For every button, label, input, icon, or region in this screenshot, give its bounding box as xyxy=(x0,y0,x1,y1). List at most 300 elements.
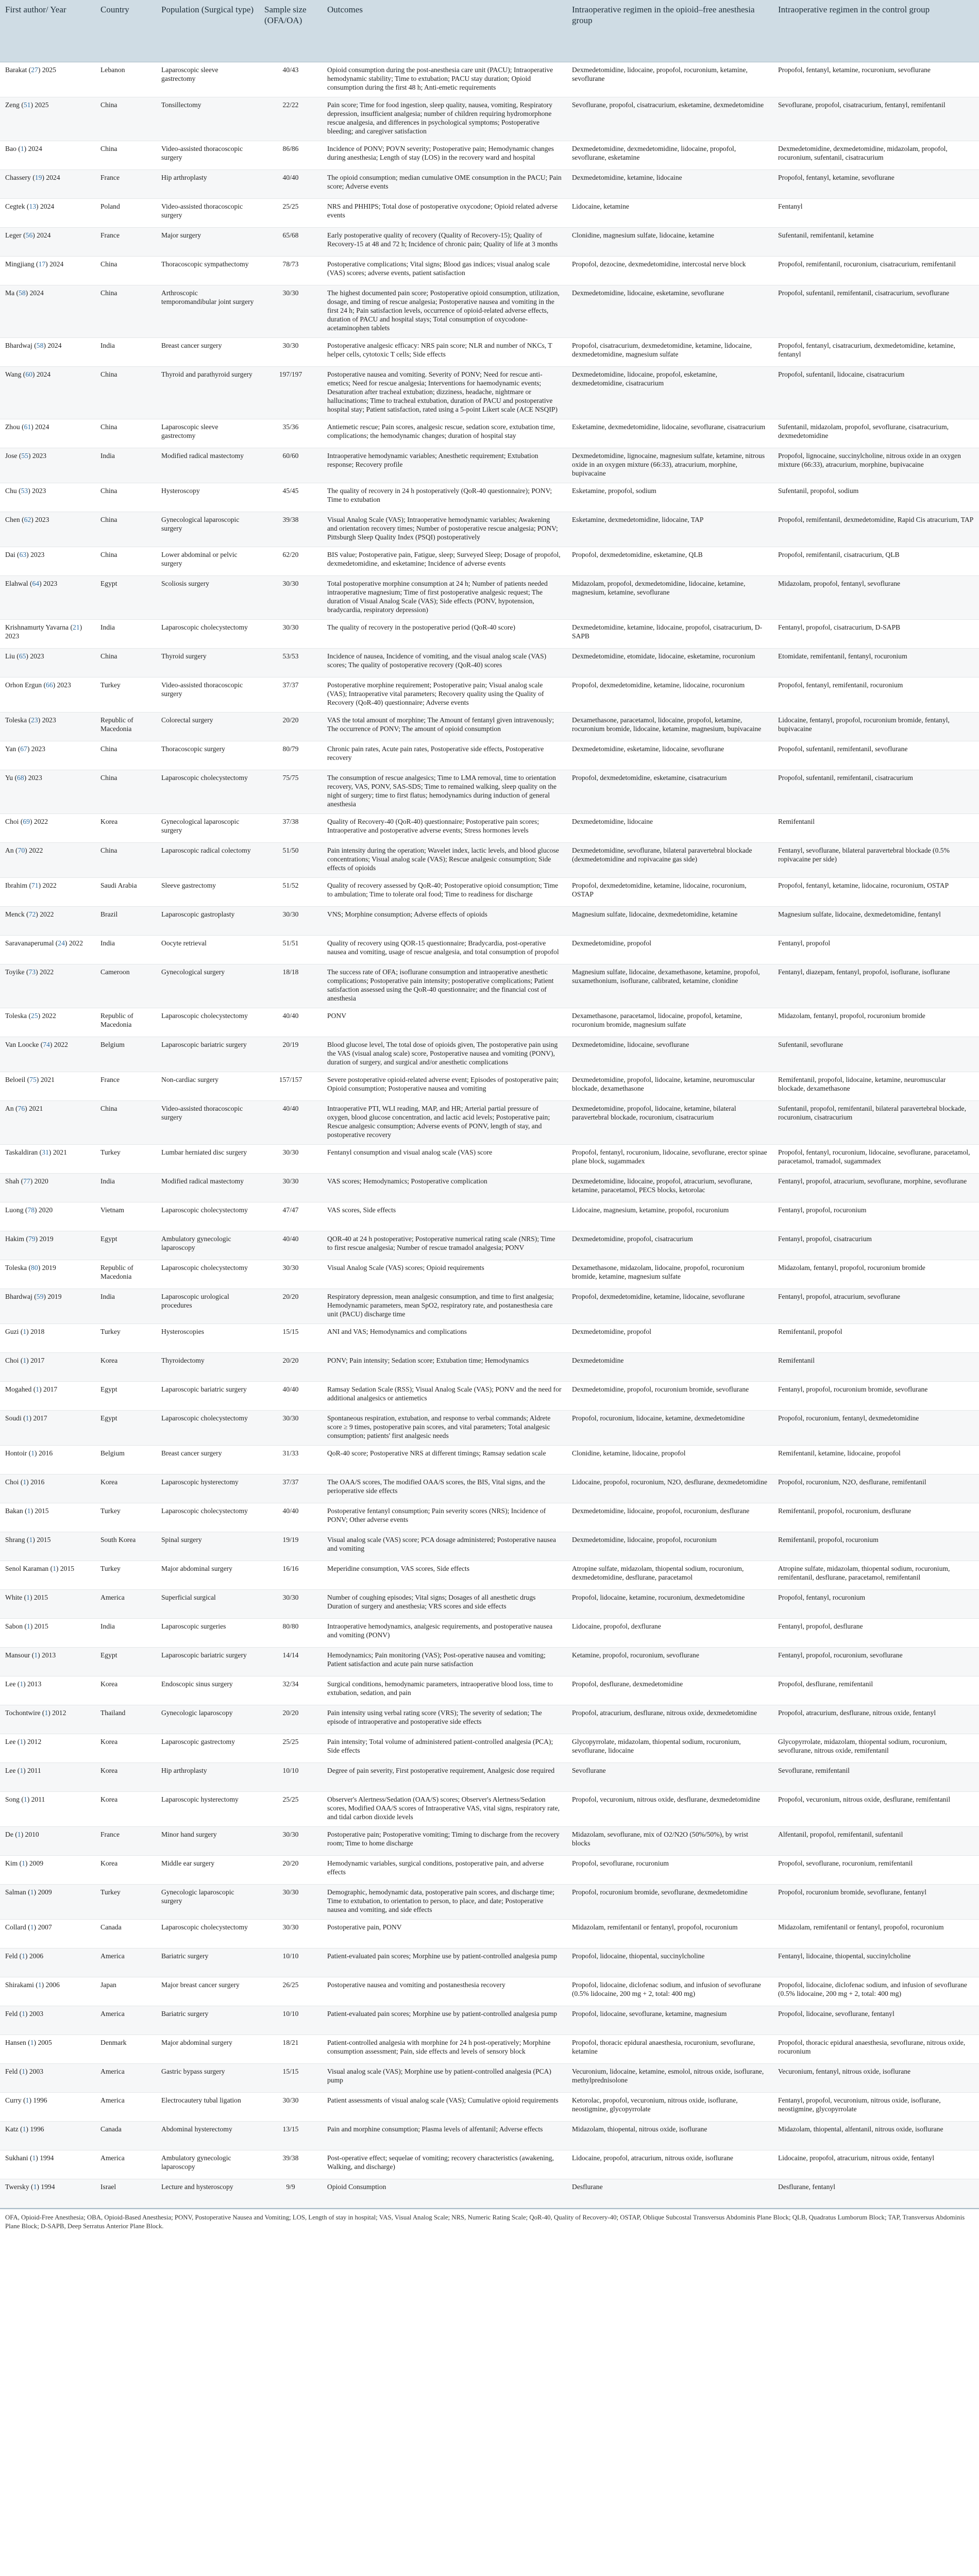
cell-ofa-regimen: Dexmedetomidine, esketamine, lidocaine, sevoflurane xyxy=(567,741,773,770)
cell-population: Laparoscopic cholecystectomy xyxy=(156,1920,259,1948)
cell-sample-size: 20/20 xyxy=(259,1353,322,1382)
cell-ofa-regimen: Esketamine, propofol, sodium xyxy=(567,483,773,512)
year: 2016 xyxy=(30,1478,45,1486)
year: 2013 xyxy=(27,1680,42,1688)
reference-link[interactable]: 1 xyxy=(20,1738,24,1745)
cell-sample-size: 40/40 xyxy=(259,1008,322,1037)
year: 2024 xyxy=(29,289,44,297)
year: 2015 xyxy=(33,1594,48,1601)
cell-country: Brazil xyxy=(95,907,156,936)
cell-outcomes: Meperidine consumption, VAS scores, Side effects xyxy=(322,1561,567,1590)
cell-outcomes: The success rate of OFA; isoflurane consumption and intraoperative anesthetic complications; Postoperative pain intensity; postoperative complications; Patient satisfaction assessed using the QoR-40 questionnaire; and the financial cost of anesthesia xyxy=(322,964,567,1008)
author-name: Guzi xyxy=(5,1328,19,1335)
author-name: Lee xyxy=(5,1767,16,1774)
cell-country: Cameroon xyxy=(95,964,156,1008)
cell-ofa-regimen: Propofol, atracurium, desflurane, nitrous oxide, dexmedetomidine xyxy=(567,1705,773,1734)
cell-ofa-regimen: Propofol, dexmedetomidine, ketamine, lidocaine, rocuronium xyxy=(567,677,773,713)
reference-link[interactable]: 1 xyxy=(23,1478,27,1486)
cell-population: Laparoscopic cholecystectomy xyxy=(156,1503,259,1532)
cell-population: Lumbar herniated disc surgery xyxy=(156,1145,259,1174)
cell-ofa-regimen: Dexmedetomidine, propofol, lidocaine, ketamine, neuromuscular blockade, dexamethasone xyxy=(567,1072,773,1101)
reference-link[interactable]: 64 xyxy=(32,580,40,587)
reference-link[interactable]: 74 xyxy=(43,1041,50,1048)
reference-link[interactable]: 1 xyxy=(38,1981,42,1989)
cell-sample-size: 62/20 xyxy=(259,547,322,576)
year: 2022 xyxy=(33,818,48,825)
cell-population: Gastric bypass surgery xyxy=(156,2064,259,2093)
cell-control-regimen: Midazolam, fentanyl, propofol, rocuronium bromide xyxy=(773,1008,979,1037)
cell-sample-size: 51/51 xyxy=(259,936,322,964)
cell-ofa-regimen: Desflurane xyxy=(567,2179,773,2208)
cell-ofa-regimen: Midazolam, propofol, dexmedetomidine, lidocaine, ketamine, magnesium, ketamine, sevoflurane xyxy=(567,576,773,620)
cell-author-year: Lee (1) 2012 xyxy=(0,1734,95,1763)
cell-author-year: Shirakami (1) 2006 xyxy=(0,1977,95,2006)
reference-link[interactable]: 80 xyxy=(31,1264,38,1272)
table-row xyxy=(0,1411,979,1446)
cell-ofa-regimen: Glycopyrrolate, midazolam, thiopental sodium, rocuronium, sevoflurane, lidocaine xyxy=(567,1734,773,1763)
reference-link[interactable]: 1 xyxy=(53,1565,56,1572)
reference-link[interactable]: 58 xyxy=(19,289,26,297)
reference-link[interactable]: 1 xyxy=(33,2183,37,2191)
cell-country: Republic of Macedonia xyxy=(95,1260,156,1289)
cell-ofa-regimen: Dexamethasone, paracetamol, lidocaine, propofol, ketamine, rocuronium bromide, lidocaine, ketamine, magnesium, bupivacaine xyxy=(567,713,773,741)
year: 2023 xyxy=(32,487,46,495)
cell-country: India xyxy=(95,338,156,367)
cell-sample-size: 40/43 xyxy=(259,62,322,97)
cell-control-regimen: Midazolam, propofol, fentanyl, sevoflurane xyxy=(773,576,979,620)
cell-ofa-regimen: Propofol, dexmedetomidine, esketamine, QLB xyxy=(567,547,773,576)
table-row xyxy=(0,257,979,285)
cell-population: Gynecological laparoscopic surgery xyxy=(156,814,259,843)
cell-author-year: Bhardwaj (59) 2019 xyxy=(0,1289,95,1324)
year: 2022 xyxy=(40,968,54,976)
cell-country: Korea xyxy=(95,1676,156,1705)
cell-control-regimen: Propofol, sufentanil, remifentanil, sevoflurane xyxy=(773,741,979,770)
reference-link[interactable]: 68 xyxy=(17,774,24,782)
table-row xyxy=(0,1231,979,1260)
cell-ofa-regimen: Lidocaine, propofol, dexflurane xyxy=(567,1619,773,1648)
author-name: Beloeil xyxy=(5,1076,26,1083)
cell-ofa-regimen: Dexmedetomidine, etomidate, lidocaine, esketamine, rocuronium xyxy=(567,649,773,677)
author-name: Bhardwaj xyxy=(5,1293,32,1300)
cell-control-regimen: Fentanyl, diazepam, fentanyl, propofol, isoflurane, isoflurane xyxy=(773,964,979,1008)
cell-country: Egypt xyxy=(95,1411,156,1446)
year: 2020 xyxy=(38,1206,53,1214)
cell-author-year: Tochontwire (1) 2012 xyxy=(0,1705,95,1734)
reference-link[interactable]: 21 xyxy=(73,623,80,631)
cell-population: Hysteroscopy xyxy=(156,483,259,512)
cell-sample-size: 30/30 xyxy=(259,2093,322,2122)
table-header xyxy=(0,0,979,62)
table-row xyxy=(0,1676,979,1705)
cell-population: Laparoscopic hysterectomy xyxy=(156,1792,259,1827)
reference-link[interactable]: 1 xyxy=(22,2125,26,2133)
author-name: Feld xyxy=(5,2067,18,2075)
cell-author-year: Choi (1) 2017 xyxy=(0,1353,95,1382)
cell-author-year: Toyike (73) 2022 xyxy=(0,964,95,1008)
cell-outcomes: Hemodynamics; Pain monitoring (VAS); Post-operative nausea and vomiting; Patient satisfaction and acute pain nurse satisfaction xyxy=(322,1648,567,1676)
cell-author-year: Beloeil (75) 2021 xyxy=(0,1072,95,1101)
year: 2022 xyxy=(40,910,54,918)
cell-country: China xyxy=(95,843,156,878)
cell-sample-size: 22/22 xyxy=(259,97,322,141)
cell-author-year: Bao (1) 2024 xyxy=(0,141,95,170)
reference-link[interactable]: 1 xyxy=(22,1952,25,1960)
reference-link[interactable]: 76 xyxy=(18,1105,25,1112)
cell-sample-size: 30/30 xyxy=(259,907,322,936)
table-row xyxy=(0,1792,979,1827)
year: 1994 xyxy=(41,2183,55,2191)
cell-outcomes: Postoperative nausea and vomiting. Severity of PONV; Need for rescue anti-emetics; Need for rescue analgesia; Interventions for haemodynamic events; Desaturation after tracheal extubation; dizziness, headache, nightmare or hallucinations; Time to tracheal extubation, duration of PACU and postoperative hospital stay; Patient satisfaction, rated using a 5-point Likert scale (ACE NSQIP) xyxy=(322,367,567,419)
cell-population: Breast cancer surgery xyxy=(156,338,259,367)
cell-ofa-regimen: Clonidine, ketamine, lidocaine, propofol xyxy=(567,1446,773,1475)
cell-sample-size: 51/52 xyxy=(259,878,322,907)
cell-sample-size: 39/38 xyxy=(259,2150,322,2179)
table-row xyxy=(0,964,979,1008)
cell-sample-size: 20/20 xyxy=(259,1856,322,1885)
cell-country: Saudi Arabia xyxy=(95,878,156,907)
cell-sample-size: 14/14 xyxy=(259,1648,322,1676)
cell-outcomes: Incidence of PONV; POVN severity; Postoperative pain; Hemodynamic changes during anesthesia; Length of stay (LOS) in the recovery ward and hospital xyxy=(322,141,567,170)
cell-ofa-regimen: Magnesium sulfate, lidocaine, dexmedetomidine, ketamine xyxy=(567,907,773,936)
reference-link[interactable]: 1 xyxy=(20,1767,24,1774)
reference-link[interactable]: 75 xyxy=(29,1076,37,1083)
cell-control-regimen: Sufentanil, propofol, sodium xyxy=(773,483,979,512)
author-name: Orhon Ergun xyxy=(5,681,42,689)
cell-control-regimen: Propofol, fentanyl, rocuronium xyxy=(773,1590,979,1619)
cell-control-regimen: Propofol, atracurium, desflurane, nitrous oxide, fentanyl xyxy=(773,1705,979,1734)
cell-author-year: Yan (67) 2023 xyxy=(0,741,95,770)
cell-control-regimen: Remifentanil, ketamine, lidocaine, propofol xyxy=(773,1446,979,1475)
cell-population: Laparoscopic hysterectomy xyxy=(156,1475,259,1503)
cell-sample-size: 15/15 xyxy=(259,1324,322,1353)
table-row xyxy=(0,62,979,97)
reference-link[interactable]: 13 xyxy=(29,202,37,210)
author-name: Saravanaperumal xyxy=(5,939,54,947)
cell-control-regimen: Propofol, sufentanil, remifentanil, cisatracurium, sevoflurane xyxy=(773,285,979,338)
cell-control-regimen: Lidocaine, fentanyl, propofol, rocuronium bromide, fentanyl, bupivacaine xyxy=(773,713,979,741)
reference-link[interactable]: 60 xyxy=(25,370,32,378)
year: 2024 xyxy=(28,145,42,152)
cell-population: Laparoscopic radical colectomy xyxy=(156,843,259,878)
cell-sample-size: 20/20 xyxy=(259,1289,322,1324)
table-row xyxy=(0,1561,979,1590)
table-row xyxy=(0,1174,979,1202)
reference-link[interactable]: 70 xyxy=(18,846,25,854)
table-row xyxy=(0,285,979,338)
table-row xyxy=(0,419,979,448)
cell-country: Korea xyxy=(95,1475,156,1503)
table-row xyxy=(0,1260,979,1289)
cell-sample-size: 30/30 xyxy=(259,1885,322,1920)
reference-link[interactable]: 1 xyxy=(20,1680,24,1688)
author-name: Choi xyxy=(5,1478,19,1486)
year: 2021 xyxy=(40,1076,55,1083)
cell-ofa-regimen: Magnesium sulfate, lidocaine, dexamethasone, ketamine, propofol, suxamethonium, isoflurane, calibrated, ketamine, clonidine xyxy=(567,964,773,1008)
cell-control-regimen: Glycopyrrolate, midazolam, thiopental sodium, rocuronium, sevoflurane, nitrous oxide, remifentanil xyxy=(773,1734,979,1763)
cell-control-regimen: Sevoflurane, remifentanil xyxy=(773,1763,979,1792)
year: 2012 xyxy=(52,1709,66,1717)
year: 2007 xyxy=(38,1923,52,1931)
cell-author-year: Yu (68) 2023 xyxy=(0,770,95,814)
cell-author-year: Bhardwaj (58) 2024 xyxy=(0,338,95,367)
cell-control-regimen: Fentanyl, lidocaine, thiopental, succinylcholine xyxy=(773,1948,979,1977)
author-name: Hansen xyxy=(5,2039,26,2046)
reference-link[interactable]: 1 xyxy=(32,2154,36,2162)
reference-link[interactable]: 19 xyxy=(35,174,42,181)
table-row xyxy=(0,1856,979,1885)
reference-link[interactable]: 1 xyxy=(30,1923,34,1931)
cell-control-regimen: Propofol, fentanyl, rocuronium, lidocaine, sevoflurane, paracetamol, paracetamol, tramadol, sugammadex xyxy=(773,1145,979,1174)
cell-country: China xyxy=(95,512,156,547)
year: 2024 xyxy=(49,260,64,268)
cell-author-year: Song (1) 2011 xyxy=(0,1792,95,1827)
reference-link[interactable]: 62 xyxy=(24,516,31,523)
reference-link[interactable]: 58 xyxy=(36,342,44,349)
cell-ofa-regimen: Dexmedetomidine xyxy=(567,1353,773,1382)
cell-country: Turkey xyxy=(95,1324,156,1353)
cell-control-regimen: Propofol, lidocaine, diclofenac sodium, and infusion of sevoflurane (0.5% lidocaine, 200 mg + 2, total: 400 mg) xyxy=(773,1977,979,2006)
cell-sample-size: 13/15 xyxy=(259,2122,322,2150)
cell-sample-size: 18/18 xyxy=(259,964,322,1008)
cell-ofa-regimen: Lidocaine, propofol, rocuronium, N2O, desflurane, dexmedetomidine xyxy=(567,1475,773,1503)
reference-link[interactable]: 1 xyxy=(44,1709,48,1717)
cell-outcomes: Pain intensity using verbal rating score (VRS); The severity of sedation; The episode of intraoperative and postoperative side effects xyxy=(322,1705,567,1734)
cell-country: India xyxy=(95,448,156,483)
cell-control-regimen: Propofol, fentanyl, ketamine, lidocaine, rocuronium, OSTAP xyxy=(773,878,979,907)
author-name: Bhardwaj xyxy=(5,342,32,349)
table-row xyxy=(0,1324,979,1353)
cell-ofa-regimen: Esketamine, dexmedetomidine, lidocaine, sevoflurane, cisatracurium xyxy=(567,419,773,448)
author-name: Van Loocke xyxy=(5,1041,39,1048)
cell-sample-size: 25/25 xyxy=(259,199,322,228)
header-sample-size: Sample size (OFA/OA) xyxy=(259,0,322,62)
reference-link[interactable]: 73 xyxy=(28,968,36,976)
cell-population: Hip arthroplasty xyxy=(156,170,259,199)
reference-link[interactable]: 66 xyxy=(46,681,53,689)
table-row xyxy=(0,483,979,512)
cell-population: Laparoscopic bariatric surgery xyxy=(156,1382,259,1411)
reference-link[interactable]: 31 xyxy=(42,1148,49,1156)
cell-sample-size: 10/10 xyxy=(259,1948,322,1977)
cell-ofa-regimen: Dexmedetomidine, ketamine, lidocaine, propofol, cisatracurium, D-SAPB xyxy=(567,620,773,649)
reference-link[interactable]: 69 xyxy=(23,818,30,825)
header-outcomes: Outcomes xyxy=(322,0,567,62)
cell-ofa-regimen: Propofol, lidocaine, diclofenac sodium, and infusion of sevoflurane (0.5% lidocaine, 200 mg + 2, total: 400 mg) xyxy=(567,1977,773,2006)
cell-author-year: Feld (1) 2003 xyxy=(0,2064,95,2093)
reference-link[interactable]: 55 xyxy=(21,452,28,460)
author-name: An xyxy=(5,846,14,854)
reference-link[interactable]: 63 xyxy=(19,551,27,558)
author-name: Bakan xyxy=(5,1507,23,1515)
cell-control-regimen: Sufentanil, midazolam, propofol, sevoflurane, cisatracurium, dexmedetomidine xyxy=(773,419,979,448)
author-name: Kim xyxy=(5,1859,18,1867)
author-name: Krishnamurty Yavarna xyxy=(5,623,69,631)
year: 2011 xyxy=(27,1767,41,1774)
cell-author-year: Senol Karaman (1) 2015 xyxy=(0,1561,95,1590)
cell-sample-size: 18/21 xyxy=(259,2035,322,2064)
cell-author-year: Chassery (19) 2024 xyxy=(0,170,95,199)
table-footnote: OFA, Opioid-Free Anesthesia; OBA, Opioid-Based Anesthesia; PONV, Postoperative Nausea and Vomiting; LOS, Length of stay in hospital; VAS, Visual Analog Scale; NRS, Numeric Rating Scale; QoR-40, Quality of Recovery-40; OSTAP, Oblique Subcostal Transversus Abdominis Plane Block; QLB, Quadratus Lumborum Block; TAP, Transversus Abdominis Plane Block; D-SAPB, Deep Serratus Anterior Plane Block. xyxy=(0,2208,979,2235)
table-row xyxy=(0,1827,979,1856)
cell-sample-size: 19/19 xyxy=(259,1532,322,1561)
cell-outcomes: Antiemetic rescue; Pain scores, analgesic rescue, sedation score, extubation time, complications; the hemodynamic changes; duration of hospital stay xyxy=(322,419,567,448)
author-name: Shrang xyxy=(5,1536,25,1544)
reference-link[interactable]: 1 xyxy=(23,1328,27,1335)
author-name: Chassery xyxy=(5,174,31,181)
cell-control-regimen: Alfentanil, propofol, remifentanil, sufentanil xyxy=(773,1827,979,1856)
cell-control-regimen: Magnesium sulfate, lidocaine, dexmedetomidine, fentanyl xyxy=(773,907,979,936)
author-name: Mansour xyxy=(5,1651,30,1659)
year: 1996 xyxy=(33,2096,47,2104)
cell-country: China xyxy=(95,547,156,576)
reference-link[interactable]: 1 xyxy=(30,2039,34,2046)
reference-link[interactable]: 65 xyxy=(19,652,26,660)
reference-link[interactable]: 1 xyxy=(29,1536,33,1544)
cell-population: Sleeve gastrectomy xyxy=(156,878,259,907)
cell-population: Laparoscopic gastroplasty xyxy=(156,907,259,936)
cell-population: Video-assisted thoracoscopic surgery xyxy=(156,677,259,713)
cell-outcomes: The highest documented pain score; Postoperative opioid consumption, utilization, dosage, and timing of rescue analgesia; Postoperative nausea and vomiting in the first 24 h; Pain satisfaction levels, occurrence of opioid-related adverse effects, duration of PACU and hospital stays; Total consumption of oxycodone-acetaminophen tablets xyxy=(322,285,567,338)
cell-outcomes: Quality of recovery assessed by QoR-40; Postoperative opioid consumption; Time to ambulation; Time to tolerate oral food; Time to readiness for discharge xyxy=(322,878,567,907)
cell-outcomes: Intraoperative PTI, WLI reading, MAP, and HR; Arterial partial pressure of oxygen, blood glucose concentration, and lactic acid levels; Postoperative pain; Rescue analgesic consumption; Adverse events of PONV, length of stay, and postoperative recovery xyxy=(322,1101,567,1145)
author-name: Elahwal xyxy=(5,580,28,587)
cell-author-year: Lee (1) 2013 xyxy=(0,1676,95,1705)
cell-control-regimen: Propofol, sevoflurane, rocuronium, remifentanil xyxy=(773,1856,979,1885)
cell-outcomes: The opioid consumption; median cumulative OME consumption in the PACU; Pain score; Adverse events xyxy=(322,170,567,199)
author-name: Twersky xyxy=(5,2183,29,2191)
cell-outcomes: Visual analog scale (VAS); Morphine use by patient-controlled analgesia (PCA) pump xyxy=(322,2064,567,2093)
reference-link[interactable]: 1 xyxy=(27,1507,31,1515)
reference-link[interactable]: 1 xyxy=(17,1831,21,1838)
cell-author-year: Salman (1) 2009 xyxy=(0,1885,95,1920)
cell-control-regimen: Propofol, lidocaine, sevoflurane, fentanyl xyxy=(773,2006,979,2035)
cell-country: America xyxy=(95,1590,156,1619)
cell-outcomes: PONV xyxy=(322,1008,567,1037)
cell-author-year: Shrang (1) 2015 xyxy=(0,1532,95,1561)
reference-link[interactable]: 61 xyxy=(24,423,31,431)
reference-link[interactable]: 1 xyxy=(22,2067,25,2075)
reference-link[interactable]: 1 xyxy=(23,1357,27,1364)
cell-country: India xyxy=(95,1619,156,1648)
table-row xyxy=(0,2064,979,2093)
cell-outcomes: BIS value; Postoperative pain, Fatigue, sleep; Surveyed Sleep; Dosage of propofol, dexmedetomidine, and esketamine; Incidence of adverse events xyxy=(322,547,567,576)
cell-population: Middle ear surgery xyxy=(156,1856,259,1885)
cell-country: Korea xyxy=(95,1856,156,1885)
year: 2023 xyxy=(35,516,49,523)
reference-link[interactable]: 1 xyxy=(25,1414,29,1422)
author-name: Toleska xyxy=(5,1264,27,1272)
cell-sample-size: 40/40 xyxy=(259,1503,322,1532)
cell-author-year: Kim (1) 2009 xyxy=(0,1856,95,1885)
cell-sample-size: 20/19 xyxy=(259,1037,322,1072)
cell-control-regimen: Remifentanil xyxy=(773,814,979,843)
cell-ofa-regimen: Propofol, desflurane, dexmedetomidine xyxy=(567,1676,773,1705)
cell-control-regimen: Fentanyl, propofol xyxy=(773,936,979,964)
reference-link[interactable]: 1 xyxy=(36,1385,40,1393)
reference-link[interactable]: 25 xyxy=(31,1012,38,1020)
reference-link[interactable]: 67 xyxy=(20,745,27,753)
cell-ofa-regimen: Propofol, sevoflurane, rocuronium xyxy=(567,1856,773,1885)
cell-sample-size: 40/40 xyxy=(259,1101,322,1145)
cell-population: Arthroscopic temporomandibular joint surgery xyxy=(156,285,259,338)
reference-link[interactable]: 1 xyxy=(22,1859,25,1867)
cell-country: Republic of Macedonia xyxy=(95,713,156,741)
year: 1994 xyxy=(40,2154,54,2162)
cell-sample-size: 39/38 xyxy=(259,512,322,547)
reference-link[interactable]: 72 xyxy=(28,910,36,918)
cell-author-year: Menck (72) 2022 xyxy=(0,907,95,936)
table-row xyxy=(0,576,979,620)
author-name: Cegtek xyxy=(5,202,25,210)
reference-link[interactable]: 1 xyxy=(31,1449,35,1457)
reference-link[interactable]: 17 xyxy=(38,260,46,268)
cell-ofa-regimen: Propofol, cisatracurium, dexmedetomidine, ketamine, lidocaine, dexmedetomidine, magnesium sulfate xyxy=(567,338,773,367)
author-name: Soudi xyxy=(5,1414,22,1422)
author-name: Jose xyxy=(5,452,18,460)
reference-link[interactable]: 24 xyxy=(58,939,65,947)
cell-country: Lebanon xyxy=(95,62,156,97)
reference-link[interactable]: 79 xyxy=(28,1235,36,1243)
reference-link[interactable]: 1 xyxy=(23,1795,27,1803)
cell-outcomes: Postoperative complications; Vital signs; Blood gas indices; visual analog scale (VAS) scores; adverse events, patient satisfaction xyxy=(322,257,567,285)
cell-author-year: Liu (65) 2023 xyxy=(0,649,95,677)
reference-link[interactable]: 56 xyxy=(25,231,33,239)
year: 2024 xyxy=(35,423,49,431)
reference-link[interactable]: 51 xyxy=(23,101,31,109)
reference-link[interactable]: 1 xyxy=(30,1888,34,1896)
cell-country: Korea xyxy=(95,1734,156,1763)
cell-ofa-regimen: Dexmedetomidine, lidocaine xyxy=(567,814,773,843)
cell-outcomes: Patient-evaluated pain scores; Morphine use by patient-controlled analgesia pump xyxy=(322,1948,567,1977)
cell-author-year: Choi (69) 2022 xyxy=(0,814,95,843)
reference-link[interactable]: 1 xyxy=(26,1622,30,1630)
reference-link[interactable]: 1 xyxy=(25,2096,29,2104)
reference-link[interactable]: 1 xyxy=(26,1594,30,1601)
year: 2022 xyxy=(69,939,83,947)
table-row xyxy=(0,1648,979,1676)
header-author: First author/ Year xyxy=(0,0,95,62)
cell-ofa-regimen: Dexmedetomidine, propofol, lidocaine, ketamine, bilateral paravertebral blockade, rocuronium, cisatracurium xyxy=(567,1101,773,1145)
reference-link[interactable]: 71 xyxy=(31,882,39,889)
cell-control-regimen: Propofol, fentanyl, ketamine, rocuronium, sevoflurane xyxy=(773,62,979,97)
cell-country: China xyxy=(95,367,156,419)
reference-link[interactable]: 1 xyxy=(20,145,24,152)
reference-link[interactable]: 27 xyxy=(31,66,38,74)
reference-link[interactable]: 1 xyxy=(34,1651,38,1659)
cell-author-year: Mansour (1) 2013 xyxy=(0,1648,95,1676)
cell-outcomes: Intraoperative hemodynamics, analgesic requirements, and postoperative nausea and vomiting (PONV) xyxy=(322,1619,567,1648)
reference-link[interactable]: 53 xyxy=(21,487,28,495)
cell-population: Minor hand surgery xyxy=(156,1827,259,1856)
cell-author-year: Lee (1) 2011 xyxy=(0,1763,95,1792)
cell-country: Egypt xyxy=(95,1382,156,1411)
reference-link[interactable]: 78 xyxy=(27,1206,35,1214)
cell-outcomes: VAS the total amount of morphine; The Amount of fentanyl given intravenously; The occurrence of PONV; The amount of opioid consumption xyxy=(322,713,567,741)
cell-country: Turkey xyxy=(95,1503,156,1532)
author-name: Chu xyxy=(5,487,17,495)
cell-population: Non-cardiac surgery xyxy=(156,1072,259,1101)
reference-link[interactable]: 77 xyxy=(23,1177,30,1185)
cell-author-year: Guzi (1) 2018 xyxy=(0,1324,95,1353)
reference-link[interactable]: 23 xyxy=(31,716,38,724)
reference-link[interactable]: 59 xyxy=(36,1293,44,1300)
cell-ofa-regimen: Dexmedetomidine, propofol, rocuronium bromide, sevoflurane xyxy=(567,1382,773,1411)
cell-control-regimen: Propofol, fentanyl, cisatracurium, dexmedetomidine, ketamine, fentanyl xyxy=(773,338,979,367)
reference-link[interactable]: 1 xyxy=(22,2010,25,2018)
cell-country: China xyxy=(95,649,156,677)
cell-population: Bariatric surgery xyxy=(156,2006,259,2035)
